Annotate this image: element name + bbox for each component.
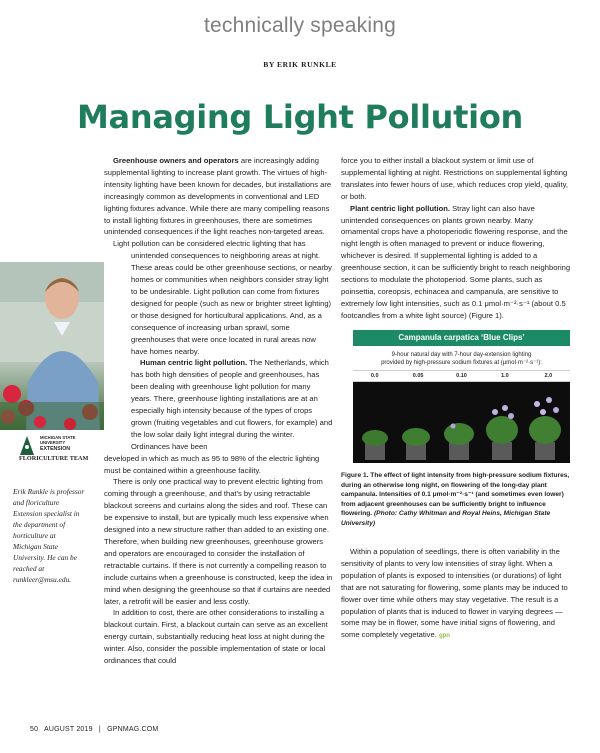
plant-pot xyxy=(362,430,388,460)
figure-caption xyxy=(341,471,574,529)
msu-extension-logo xyxy=(18,433,104,461)
paragraph-lead: Greenhouse owners and operators xyxy=(113,156,239,165)
figure-title: Campanula carpatica ‘Blue Clips’ xyxy=(353,330,570,346)
figure-subtitle-line: provided by high-pressure sodium fixtures at (μmol·m⁻²·s⁻¹): xyxy=(381,360,542,366)
page-number: 50 xyxy=(30,726,39,733)
intensity-value: 1.0 xyxy=(501,373,509,379)
intensity-value: 0.10 xyxy=(456,373,467,379)
website: GPNMAG.COM xyxy=(107,726,159,733)
logo-line: MICHIGAN STATE xyxy=(40,435,76,440)
paragraph: There is only one practical way to prevent electric lighting from coming through a greenhouse, and that's by using retractable blackout screens and curtains along the sides and roof. These can be expensive to install, but are typically much less expensive when designed into a new structure rather than added to an existing one. Therefore, when building new greenhouses, greenhouse growers and operators are encouraged to consider the installation of retractable curtains. If there is not currently a compelling reason to include curtains when a greenhouse is constructed, keep the idea in mind when designing the greenhouse so that if curtains are needed later, a retrofit will be easier and less costly. xyxy=(104,477,333,606)
intensity-value: 0.0 xyxy=(370,373,379,379)
page-footer: 50 AUGUST 2019 | GPNMAG.COM xyxy=(30,726,159,733)
logo-line: UNIVERSITY xyxy=(40,440,66,445)
paragraph xyxy=(104,155,333,238)
paragraph xyxy=(341,203,573,322)
paragraph-lead: Plant centric light pollution. xyxy=(350,203,450,213)
figure-subtitle xyxy=(353,351,570,367)
paragraph-body: The Netherlands, which has both high densities of people and greenhouses, has been dealing with greenhouse light pollution for many years. There, greenhouse lighting installations are at an especially high intensity because of the types of crops grown (fruiting vegetables and cut flowers, for example) and the low solar daily light integral during the winter. Ordinances have been xyxy=(131,358,333,451)
paragraph xyxy=(131,357,333,452)
paragraph: force you to either install a blackout system or limit use of supplemental lighting at night. Restrictions on supplemental lighting translates into fewer hours of use, which reduces crop yield, quality, or both. xyxy=(341,156,568,201)
author-bio: Erik Runkle is professor and floriculture Extension specialist in the department of horticulture at Michigan State University. He can be reached at runkleer@msu.edu. xyxy=(13,487,85,584)
section-kicker: technically speaking xyxy=(204,14,396,37)
byline: BY ERIK RUNKLE xyxy=(263,60,337,69)
intensity-value: 2.0 xyxy=(544,373,553,379)
paragraph-body: are increasingly adding supplemental lighting to increase plant growth. The virtues of high-intensity lighting have been known for decades, but installations are increasingly common as developments in conventional and LED lighting fixtures advance. While there are many compelling reasons to install lighting fixtures in greenhouses, there are sometimes unintended consequences if the light reaches non-targeted areas. xyxy=(104,156,332,237)
author-photo xyxy=(0,262,104,430)
figure-1 xyxy=(353,330,570,463)
paragraph-lead: Human centric light pollution. xyxy=(140,358,248,368)
paragraph: In addition to cost, there are other considerations to installing a blackout curtain. First, a blackout curtain can serve as an excellent energy curtain, substantially reducing heat loss at night during the winter. Also, consider the possible implementation of state or local ordinances that could xyxy=(104,608,328,666)
plant-pot xyxy=(402,428,430,460)
paragraph: Light pollution can be considered electric lighting that has xyxy=(113,239,306,249)
paragraph: unintended consequences to neighboring areas at night. These areas could be other greenhouse sections, or nearby homes or communities when neighbors consider stray light to be undesirable. Light pollution can come from fixtures designed for people (such as new or brighter street lighting) or those designed for horticultural applications. And, as a consequence of increasing urban sprawl, some greenhouses that were once located in rural areas now have homes nearby. xyxy=(131,251,332,356)
logo-line: EXTENSION xyxy=(40,446,70,452)
logo-line: FLORICULTURE TEAM xyxy=(19,455,89,461)
paragraph-body: Within a population of seedlings, there is often variability in the sensitivity of plants to very low intensities of stray light. When a population of plants is exposed to intensities (or durations) of light that are not saturating for flowering, some plants may be induced to flower over time while others may stay vegetative. The result is a population of plants that is induced to flower in varying degrees — some may be in flower, some have initial signs of flowering, and some completely vegetative. xyxy=(341,547,568,640)
campanula-plants-photo xyxy=(353,382,570,463)
paragraph-body: Stray light can also have unintended consequences on plants grown nearby. Many ornamental crops have a photoperiodic flowering response, and the night length is often managed to prevent or induce flowering, whichever is desired. If supplemental lighting is added to a greenhouse section, it can be sufficiently bright to reach neighboring sections to modulate the photoperiod. Some plants, such as poinsettia, coreopsis, echinacea and campanula, are sensitive to extremely low light intensities, such as 0.1 μmol·m⁻²·s⁻¹ (about 0.5 footcandles from a white light source) (Figure 1). xyxy=(341,203,571,320)
author-portrait-image xyxy=(0,262,104,430)
photo-credit: (Photo: Cathy Whitman and Royal Heins, Michigan State University) xyxy=(341,510,551,527)
right-column-continued xyxy=(341,546,573,643)
paragraph xyxy=(341,546,573,643)
light-intensity-row xyxy=(353,370,570,382)
right-column xyxy=(341,155,573,322)
intensity-value: 0.05 xyxy=(412,373,424,379)
wrapped-text xyxy=(131,250,333,452)
article-title: Managing Light Pollution xyxy=(77,98,523,136)
caption-text: Figure 1. The effect of light intensity from high-pressure sodium fixtures, during an otherwise long night, on flowering of the long-day plant campanula. Intensities of 0.1 μmol·m⁻²·s⁻¹ (and sometimes even lower) from adjacent greenhouses can be sufficiently bright to influence flowering. xyxy=(341,472,570,518)
left-column xyxy=(104,155,333,667)
figure-subtitle-line: 9-hour natural day with 7-hour day-extension lighting xyxy=(391,352,532,358)
paragraph: developed in which as much as 95 to 98% of the electric lighting must be contained within a greenhouse facility. xyxy=(104,453,320,475)
issue-date: AUGUST 2019 xyxy=(43,726,93,733)
end-mark: gpn xyxy=(438,633,450,640)
